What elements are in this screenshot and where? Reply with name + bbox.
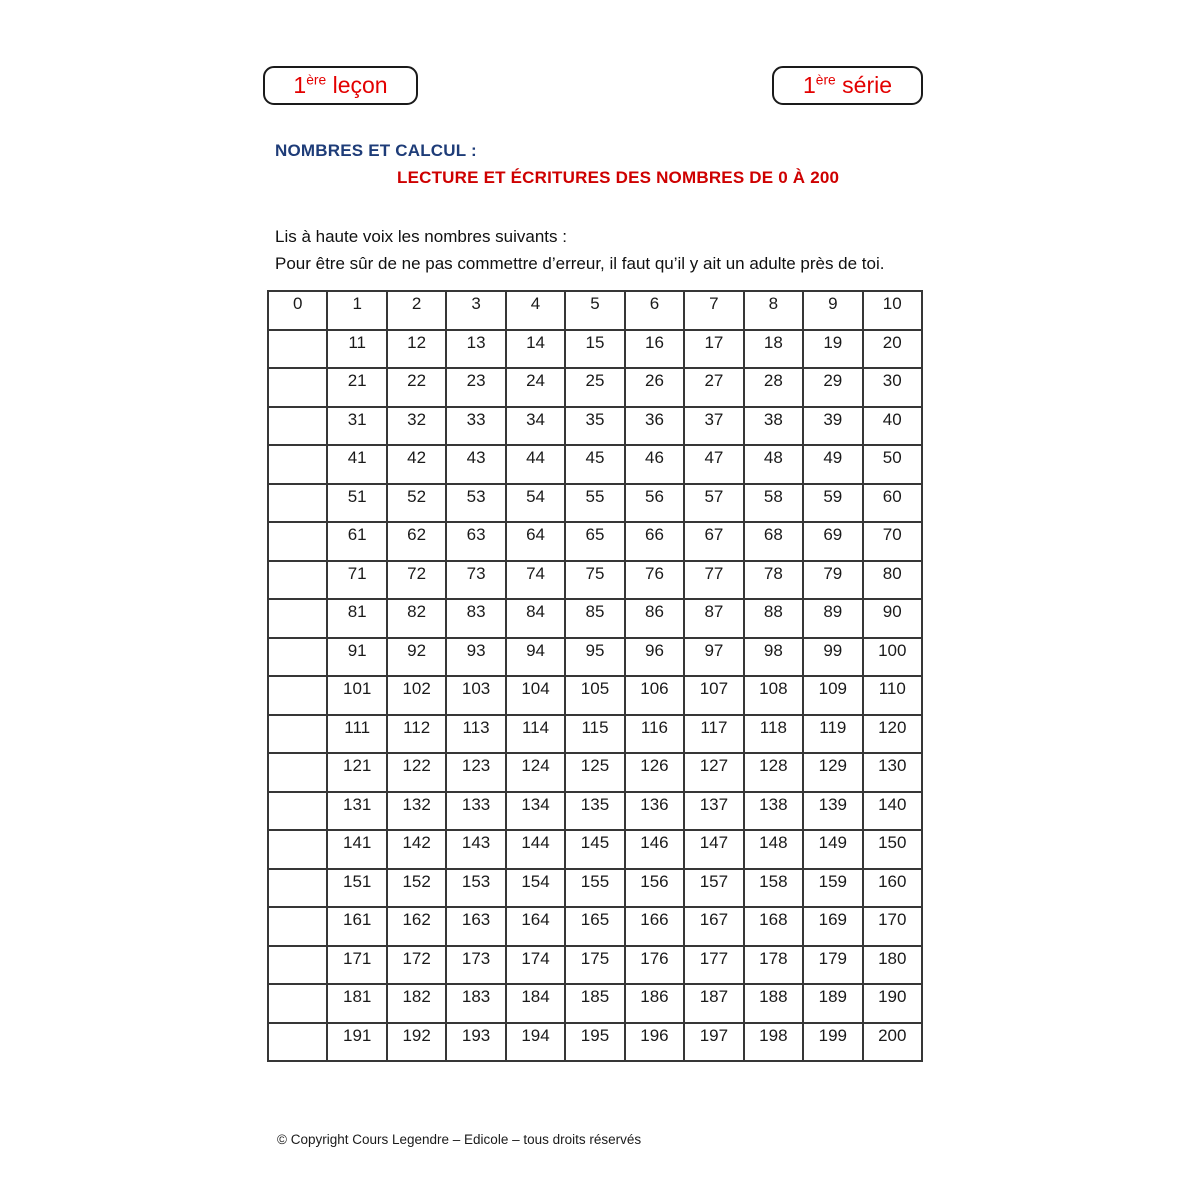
table-cell: 198	[744, 1023, 803, 1062]
table-cell	[268, 715, 327, 754]
table-cell: 188	[744, 984, 803, 1023]
table-cell: 125	[565, 753, 624, 792]
table-cell: 45	[565, 445, 624, 484]
table-cell	[268, 638, 327, 677]
table-cell: 66	[625, 522, 684, 561]
table-cell: 143	[446, 830, 505, 869]
table-cell: 47	[684, 445, 743, 484]
table-cell: 57	[684, 484, 743, 523]
table-row	[268, 984, 922, 1023]
table-cell: 40	[863, 407, 922, 446]
table-cell	[268, 869, 327, 908]
table-row	[268, 830, 922, 869]
table-cell: 86	[625, 599, 684, 638]
table-cell: 56	[625, 484, 684, 523]
table-cell: 126	[625, 753, 684, 792]
table-cell: 120	[863, 715, 922, 754]
table-cell: 19	[803, 330, 862, 369]
table-cell: 51	[327, 484, 386, 523]
table-cell: 169	[803, 907, 862, 946]
table-cell: 100	[863, 638, 922, 677]
table-cell: 46	[625, 445, 684, 484]
table-cell: 98	[744, 638, 803, 677]
table-cell: 174	[506, 946, 565, 985]
table-cell: 179	[803, 946, 862, 985]
table-cell: 154	[506, 869, 565, 908]
table-cell: 70	[863, 522, 922, 561]
table-cell: 168	[744, 907, 803, 946]
lesson-badge-ordinal: ère	[306, 72, 327, 88]
table-cell: 81	[327, 599, 386, 638]
table-cell: 182	[387, 984, 446, 1023]
series-badge-label	[803, 74, 892, 97]
table-cell: 33	[446, 407, 505, 446]
table-cell: 128	[744, 753, 803, 792]
table-cell: 68	[744, 522, 803, 561]
table-cell: 142	[387, 830, 446, 869]
table-cell: 103	[446, 676, 505, 715]
table-cell: 123	[446, 753, 505, 792]
table-cell: 194	[506, 1023, 565, 1062]
table-cell: 176	[625, 946, 684, 985]
table-cell: 186	[625, 984, 684, 1023]
series-badge-word: série	[842, 72, 893, 98]
table-cell: 78	[744, 561, 803, 600]
section-heading: NOMBRES ET CALCUL :	[275, 141, 477, 160]
table-cell: 156	[625, 869, 684, 908]
table-cell: 111	[327, 715, 386, 754]
table-cell: 23	[446, 368, 505, 407]
table-cell: 48	[744, 445, 803, 484]
table-cell: 141	[327, 830, 386, 869]
table-cell: 135	[565, 792, 624, 831]
table-cell: 80	[863, 561, 922, 600]
table-cell: 82	[387, 599, 446, 638]
table-cell: 106	[625, 676, 684, 715]
table-cell: 41	[327, 445, 386, 484]
number-table	[267, 290, 923, 1062]
table-cell: 178	[744, 946, 803, 985]
table-cell: 89	[803, 599, 862, 638]
table-cell: 134	[506, 792, 565, 831]
table-cell	[268, 1023, 327, 1062]
table-cell: 38	[744, 407, 803, 446]
table-cell: 172	[387, 946, 446, 985]
table-cell: 177	[684, 946, 743, 985]
table-cell: 104	[506, 676, 565, 715]
table-cell: 129	[803, 753, 862, 792]
table-cell: 83	[446, 599, 505, 638]
table-cell: 192	[387, 1023, 446, 1062]
table-cell: 122	[387, 753, 446, 792]
table-row	[268, 445, 922, 484]
table-cell: 146	[625, 830, 684, 869]
table-row	[268, 599, 922, 638]
table-cell: 132	[387, 792, 446, 831]
table-cell: 170	[863, 907, 922, 946]
table-cell: 171	[327, 946, 386, 985]
table-row	[268, 869, 922, 908]
table-cell: 53	[446, 484, 505, 523]
table-cell: 77	[684, 561, 743, 600]
table-cell: 5	[565, 291, 624, 330]
table-cell: 84	[506, 599, 565, 638]
table-cell: 62	[387, 522, 446, 561]
table-cell: 15	[565, 330, 624, 369]
table-cell: 52	[387, 484, 446, 523]
table-cell: 130	[863, 753, 922, 792]
table-cell: 190	[863, 984, 922, 1023]
table-cell: 112	[387, 715, 446, 754]
table-cell: 145	[565, 830, 624, 869]
series-badge-number: 1	[802, 72, 816, 98]
table-cell: 108	[744, 676, 803, 715]
table-cell: 93	[446, 638, 505, 677]
table-cell: 175	[565, 946, 624, 985]
table-cell: 102	[387, 676, 446, 715]
table-cell: 30	[863, 368, 922, 407]
table-cell: 95	[565, 638, 624, 677]
table-cell: 189	[803, 984, 862, 1023]
table-cell: 157	[684, 869, 743, 908]
table-cell: 133	[446, 792, 505, 831]
table-cell: 6	[625, 291, 684, 330]
table-cell: 28	[744, 368, 803, 407]
table-cell: 4	[506, 291, 565, 330]
table-cell: 121	[327, 753, 386, 792]
table-cell: 69	[803, 522, 862, 561]
table-cell: 91	[327, 638, 386, 677]
table-cell: 200	[863, 1023, 922, 1062]
table-cell: 12	[387, 330, 446, 369]
table-cell: 167	[684, 907, 743, 946]
table-cell: 67	[684, 522, 743, 561]
table-cell: 79	[803, 561, 862, 600]
table-cell: 65	[565, 522, 624, 561]
table-cell: 42	[387, 445, 446, 484]
table-cell	[268, 676, 327, 715]
table-cell: 151	[327, 869, 386, 908]
table-cell: 161	[327, 907, 386, 946]
table-cell	[268, 484, 327, 523]
table-cell: 160	[863, 869, 922, 908]
table-cell: 36	[625, 407, 684, 446]
table-cell: 139	[803, 792, 862, 831]
table-cell: 195	[565, 1023, 624, 1062]
table-cell	[268, 753, 327, 792]
table-row	[268, 291, 922, 330]
lesson-badge-number: 1	[293, 72, 307, 98]
table-cell: 131	[327, 792, 386, 831]
table-row	[268, 792, 922, 831]
table-cell: 21	[327, 368, 386, 407]
lesson-badge-word: leçon	[332, 72, 388, 98]
table-cell: 58	[744, 484, 803, 523]
table-row	[268, 484, 922, 523]
table-cell: 181	[327, 984, 386, 1023]
table-cell: 10	[863, 291, 922, 330]
table-cell	[268, 368, 327, 407]
table-row	[268, 561, 922, 600]
table-cell: 24	[506, 368, 565, 407]
table-cell: 29	[803, 368, 862, 407]
table-cell: 34	[506, 407, 565, 446]
instruction-line-1: Lis à haute voix les nombres suivants :	[275, 227, 567, 246]
table-cell: 50	[863, 445, 922, 484]
table-cell: 166	[625, 907, 684, 946]
table-cell: 185	[565, 984, 624, 1023]
table-cell: 97	[684, 638, 743, 677]
table-cell: 119	[803, 715, 862, 754]
table-cell: 0	[268, 291, 327, 330]
table-cell	[268, 599, 327, 638]
instruction-line-2: Pour être sûr de ne pas commettre d’erreur, il faut qu’il y ait un adulte près de toi.	[275, 254, 885, 273]
table-cell: 113	[446, 715, 505, 754]
table-cell: 155	[565, 869, 624, 908]
table-row	[268, 676, 922, 715]
table-cell: 101	[327, 676, 386, 715]
table-cell: 9	[803, 291, 862, 330]
series-badge	[772, 66, 923, 105]
table-cell: 162	[387, 907, 446, 946]
table-row	[268, 907, 922, 946]
table-cell: 127	[684, 753, 743, 792]
table-cell: 8	[744, 291, 803, 330]
table-cell: 109	[803, 676, 862, 715]
table-cell: 16	[625, 330, 684, 369]
table-cell: 22	[387, 368, 446, 407]
table-cell: 92	[387, 638, 446, 677]
table-cell: 137	[684, 792, 743, 831]
table-cell: 152	[387, 869, 446, 908]
table-cell: 148	[744, 830, 803, 869]
table-cell	[268, 561, 327, 600]
table-cell: 184	[506, 984, 565, 1023]
series-badge-ordinal: ère	[815, 72, 836, 88]
table-cell: 110	[863, 676, 922, 715]
table-cell: 1	[327, 291, 386, 330]
number-table-body	[268, 291, 922, 1061]
table-cell: 32	[387, 407, 446, 446]
table-cell: 54	[506, 484, 565, 523]
table-cell: 107	[684, 676, 743, 715]
table-cell: 35	[565, 407, 624, 446]
table-cell: 191	[327, 1023, 386, 1062]
table-row	[268, 753, 922, 792]
table-row	[268, 1023, 922, 1062]
table-cell: 20	[863, 330, 922, 369]
table-cell: 94	[506, 638, 565, 677]
table-cell: 193	[446, 1023, 505, 1062]
table-cell: 63	[446, 522, 505, 561]
table-cell: 114	[506, 715, 565, 754]
table-cell: 165	[565, 907, 624, 946]
table-row	[268, 368, 922, 407]
table-cell: 59	[803, 484, 862, 523]
table-cell: 196	[625, 1023, 684, 1062]
table-cell	[268, 830, 327, 869]
table-cell: 49	[803, 445, 862, 484]
table-cell	[268, 792, 327, 831]
table-cell: 199	[803, 1023, 862, 1062]
table-cell: 90	[863, 599, 922, 638]
table-cell	[268, 984, 327, 1023]
table-cell: 163	[446, 907, 505, 946]
table-cell: 55	[565, 484, 624, 523]
table-cell: 11	[327, 330, 386, 369]
table-cell: 147	[684, 830, 743, 869]
table-cell	[268, 330, 327, 369]
table-cell: 64	[506, 522, 565, 561]
table-cell	[268, 445, 327, 484]
table-cell: 31	[327, 407, 386, 446]
table-cell: 180	[863, 946, 922, 985]
table-cell: 136	[625, 792, 684, 831]
table-cell: 61	[327, 522, 386, 561]
table-cell: 187	[684, 984, 743, 1023]
table-cell: 164	[506, 907, 565, 946]
lesson-badge-label	[293, 74, 387, 97]
table-cell	[268, 407, 327, 446]
copyright-footer: © Copyright Cours Legendre – Edicole – tous droits réservés	[277, 1132, 642, 1147]
table-cell: 72	[387, 561, 446, 600]
table-cell: 99	[803, 638, 862, 677]
table-cell: 197	[684, 1023, 743, 1062]
table-cell: 88	[744, 599, 803, 638]
table-cell: 60	[863, 484, 922, 523]
table-row	[268, 638, 922, 677]
table-cell	[268, 907, 327, 946]
table-cell: 183	[446, 984, 505, 1023]
table-row	[268, 407, 922, 446]
lesson-badge	[263, 66, 418, 105]
table-cell: 39	[803, 407, 862, 446]
table-cell: 3	[446, 291, 505, 330]
table-cell: 18	[744, 330, 803, 369]
table-cell: 153	[446, 869, 505, 908]
table-row	[268, 715, 922, 754]
table-cell: 75	[565, 561, 624, 600]
table-cell: 115	[565, 715, 624, 754]
table-cell: 74	[506, 561, 565, 600]
table-cell: 96	[625, 638, 684, 677]
table-cell: 7	[684, 291, 743, 330]
table-cell: 117	[684, 715, 743, 754]
table-cell: 73	[446, 561, 505, 600]
table-row	[268, 330, 922, 369]
table-cell: 26	[625, 368, 684, 407]
table-cell: 140	[863, 792, 922, 831]
table-cell: 116	[625, 715, 684, 754]
table-cell	[268, 522, 327, 561]
table-cell: 173	[446, 946, 505, 985]
table-cell: 118	[744, 715, 803, 754]
table-cell: 37	[684, 407, 743, 446]
table-cell: 105	[565, 676, 624, 715]
table-cell: 27	[684, 368, 743, 407]
table-cell: 85	[565, 599, 624, 638]
table-cell: 76	[625, 561, 684, 600]
table-cell: 71	[327, 561, 386, 600]
table-cell: 14	[506, 330, 565, 369]
table-cell: 25	[565, 368, 624, 407]
table-cell: 149	[803, 830, 862, 869]
table-row	[268, 522, 922, 561]
table-cell	[268, 946, 327, 985]
table-cell: 150	[863, 830, 922, 869]
table-cell: 138	[744, 792, 803, 831]
table-cell: 158	[744, 869, 803, 908]
table-cell: 159	[803, 869, 862, 908]
table-cell: 13	[446, 330, 505, 369]
table-cell: 43	[446, 445, 505, 484]
table-cell: 87	[684, 599, 743, 638]
table-cell: 44	[506, 445, 565, 484]
table-cell: 17	[684, 330, 743, 369]
table-row	[268, 946, 922, 985]
page-title: LECTURE ET ÉCRITURES DES NOMBRES DE 0 À 200	[397, 168, 840, 187]
table-cell: 2	[387, 291, 446, 330]
table-cell: 124	[506, 753, 565, 792]
table-cell: 144	[506, 830, 565, 869]
